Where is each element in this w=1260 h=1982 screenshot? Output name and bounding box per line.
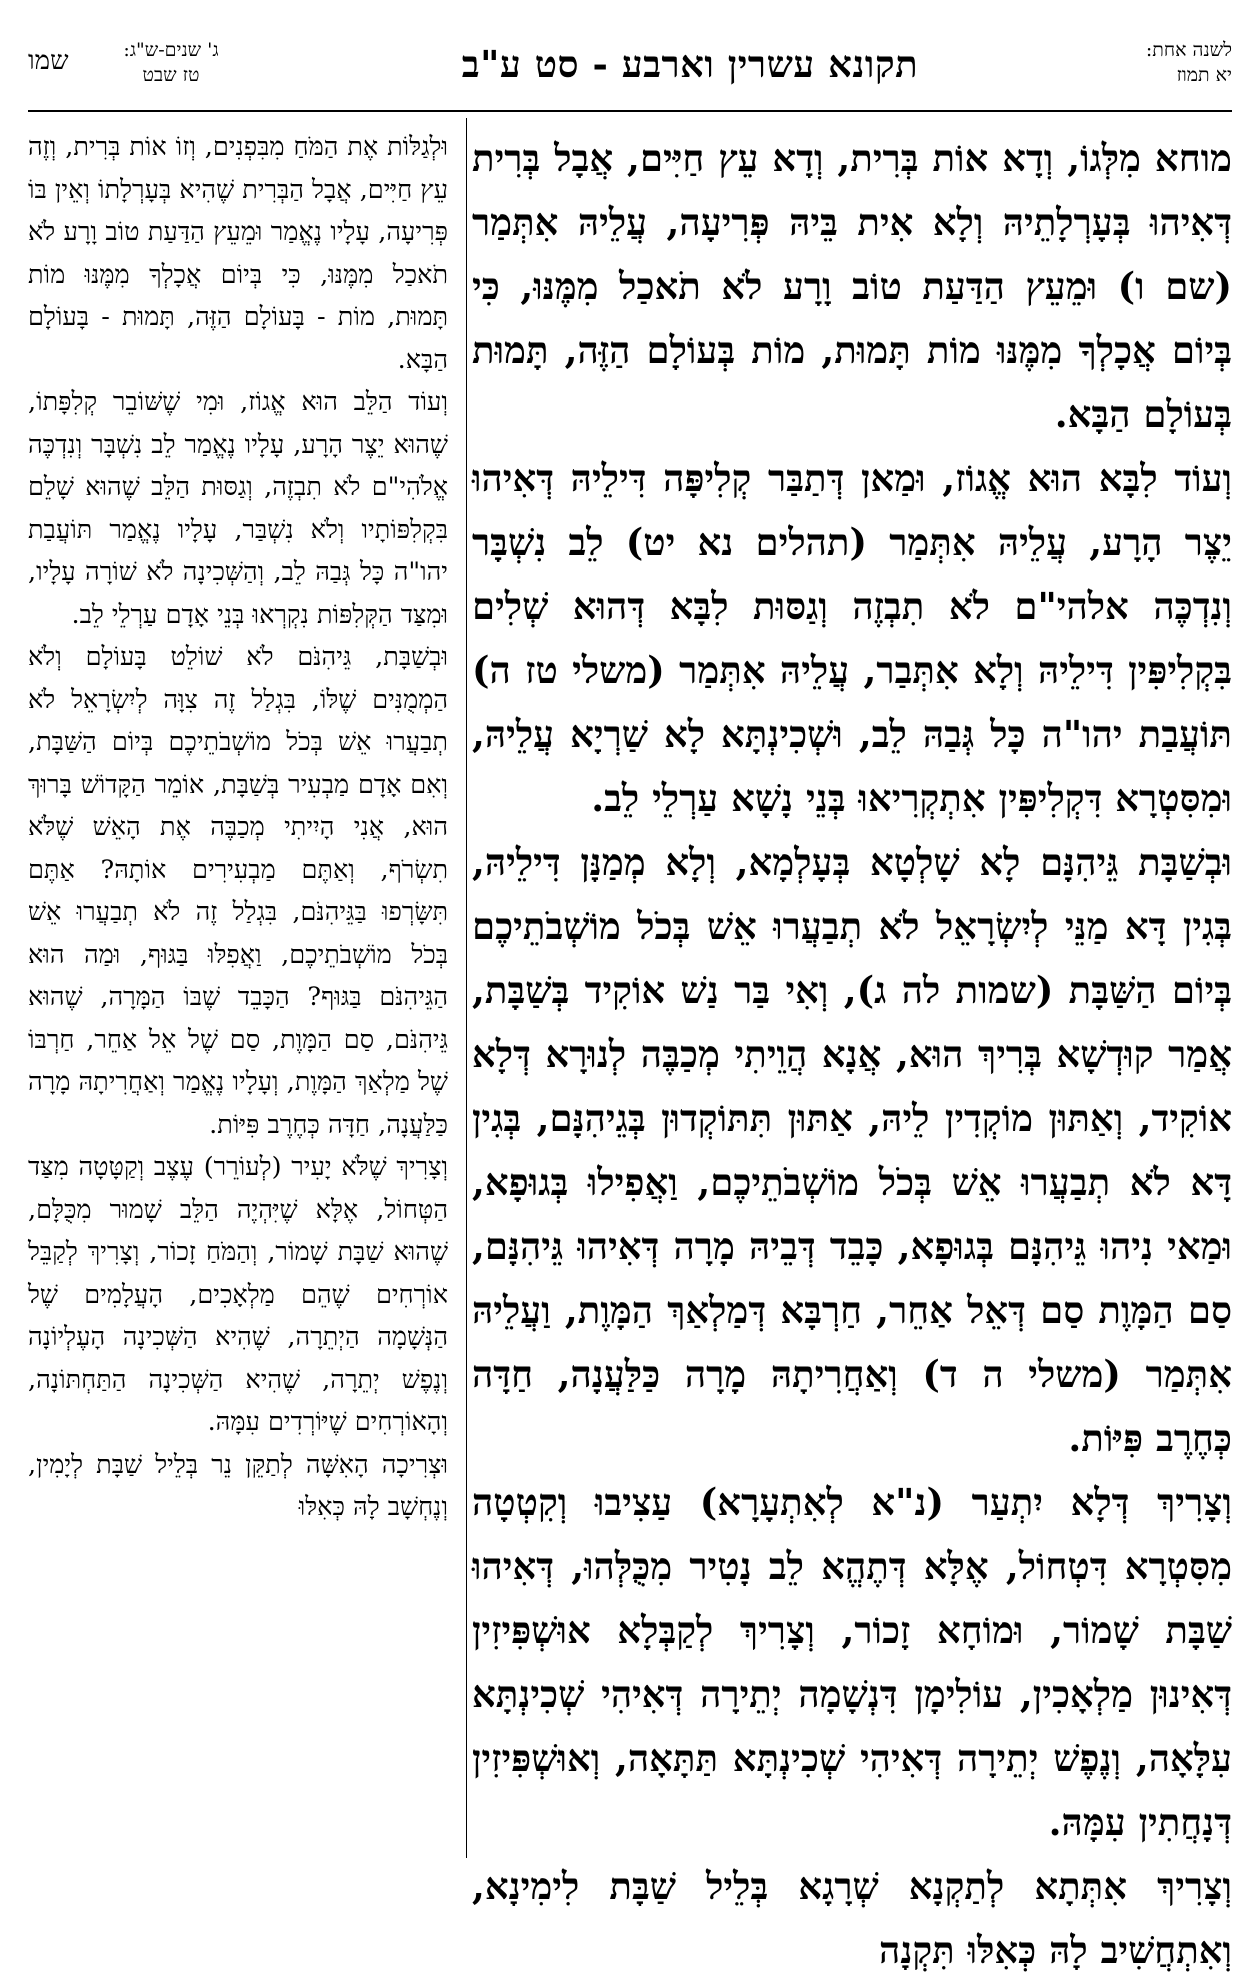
cycle2-label: ג' שנים-ש"ג:	[123, 39, 219, 61]
page-number: שמו	[28, 46, 69, 76]
side-paragraph: וּבְשַׁבָּת, גֵּיהִנֹּם לֹא שׁוֹלֵט בָּעוֹלָם וְלֹא הַמְמֻנִּים שֶׁלּוֹ, בִּגְלַל זֶה צִוָּה לְיִשְׂרָאֵל לֹא תְבַעֲרוּ אֵשׁ בְּכֹל מוֹשְׁבֹתֵיכֶם בְּיוֹם הַשַּׁבָּת, וְאִם אָדָם מַבְעִיר בְּשַׁבָּת, אוֹמֵר הַקָּדוֹשׁ בָּרוּךְ הוּא, אֲנִי הָיִיתִי מְכַבֶּה אֶת הָאֵשׁ שֶׁלֹּא תִשְׂרֹף, וְאַתֶּם מַבְעִירִים אוֹתָהּ? אַתֶּם תִּשָּׂרְפוּ בַּגֵּיהִנֹּם, בִּגְלַל זֶה לֹא תְבַעֲרוּ אֵשׁ בְּכֹל מוֹשְׁבֹתֵיכֶם, וַאֲפִלּוּ בַּגּוּף, וּמַה הוּא הַגֵּיהִנֹּם בַּגּוּף? הַכָּבֵד שֶׁבּוֹ הַמָּרָה, שֶׁהוּא גֵּיהִנֹּם, סַם הַמָּוֶת, סַם שֶׁל אֵל אַחֵר, חַרְבּוֹ שֶׁל מַלְאַךְ הַמָּוֶת, וְעָלָיו נֶאֱמַר וְאַחֲרִיתָהּ מָרָה כַּלַּעֲנָה, חַדָּה כְּחֶרֶב פִּיּוֹת.	[28, 642, 448, 1140]
main-paragraph: וְצָרִיךְ אִתְּתָא לְתַקְנָא שְׁרָגָא בְּלֵיל שַׁבָּת לִימִינָא, וְאִתְחֲשִׁיב לָהּ כְּאִלּוּ תִּקְנָה	[472, 1864, 1232, 1972]
side-paragraph: וּלְגַלּוֹת אֶת הַמֹּחַ מִבִּפְנִים, וְזוֹ אוֹת בְּרִית, וְזֶה עֵץ חַיִּים, אֲבָל הַבְּרִית שֶׁהִיא בְּעָרְלָתוֹ וְאֵין בּוֹ פְּרִיעָה, עָלָיו נֶאֱמַר וּמֵעֵץ הַדַּעַת טוֹב וָרָע לֹא תֹאכַל מִמֶּנּוּ, כִּי בְּיוֹם אֲכָלְךָ מִמֶּנּוּ מוֹת תָּמוּת, מוֹת - בָּעוֹלָם הַזֶּה, תָּמוּת - בָּעוֹלָם הַבָּא.	[28, 132, 448, 375]
side-paragraph: וּצְרִיכָה הָאִשָּׁה לְתַקֵּן נֵר בְּלֵיל שַׁבָּת לְיָמִין, וְנֶחְשָׁב לָהּ כְּאִלּוּ	[28, 1449, 448, 1522]
column-divider	[466, 118, 467, 1858]
main-paragraph: וּבְשַׁבָּת גֵּיהִנָּם לָא שָׁלְטָא בְּעָלְמָא, וְלָא מְמַנָּן דִּילֵיהּ, בְּגִין דָּא מַנֵּי לְיִשְׂרָאֵל לֹא תְבַעֲרוּ אֵשׁ בְּכֹל מוֹשְׁבֹתֵיכֶם בְּיוֹם הַשַּׁבָּת (שמות לה ג), וְאִי בַּר נַשׁ אוֹקִיד בְּשַׁבָּת, אֲמַר קוּדְשָׁא בְּרִיךְ הוּא, אֲנָא הֲוֵיתִי מְכַבֶּה לְנוּרָא דְּלָא אוֹקִיד, וְאַתּוּן מוֹקְדִין לֵיהּ, אַתּוּן תִּתּוֹקְדוּן בְּגֵיהִנָּם, בְּגִין דָּא לֹא תְבַעֲרוּ אֵשׁ בְּכֹל מוֹשְׁבֹתֵיכֶם, וַאֲפִילוּ בְּגוּפָא, וּמַאי נִיהוּ גֵּיהִנָּם בְּגוּפָא, כָּבֵד דְּבֵיהּ מָרָה דְּאִיהוּ גֵּיהִנָּם, סַם הַמָּוֶת סַם דְּאֵל אַחֵר, חַרְבָּא דְּמַלְאַךְ הַמָּוֶת, וַעֲלֵיהּ אִתְּמַר (משלי ה ד) וְאַחֲרִיתָהּ מָרָה כַּלַּעֲנָה, חַדָּה כְּחֶרֶב פִּיּוֹת.	[472, 840, 1232, 1460]
cycle-date: יא תמוז	[1176, 64, 1232, 86]
hebrew-translation-column	[28, 126, 448, 1846]
side-paragraph: וְעוֹד הַלֵּב הוּא אֱגוֹז, וּמִי שֶׁשּׁוֹבֵר קְלִפָּתוֹ, שֶׁהוּא יֵצֶר הָרָע, עָלָיו נֶאֱמַר לֵב נִשְׁבָּר וְנִדְכֶּה אֱלֹהִי"ם לֹא תִבְזֶה, וְגַסּוּת הַלֵּב שֶׁהוּא שָׁלֵם בִּקְלִפּוֹתָיו וְלֹא נִשְׁבַּר, עָלָיו נֶאֱמַר תּוֹעֲבַת יהו"ה כָּל גְּבַהּ לֵב, וְהַשְּׁכִינָה לֹא שׁוֹרָה עָלָיו, וּמִצַּד הַקְּלִפּוֹת נִקְרְאוּ בְּנֵי אָדָם עַרְלֵי לֵב.	[28, 387, 448, 630]
daily-cycle-three-year	[106, 38, 236, 88]
daily-cycle-one-year	[1082, 38, 1232, 88]
page-title: תקונא עשרין וארבע - סט ע"ב	[461, 42, 919, 86]
side-paragraph: וְצָרִיךְ שֶׁלֹּא יָעִיר (לְעוֹרֵר) עֶצֶב וְקַטָּטָה מִצַּד הַטְּחוֹל, אֶלָּא שֶׁיִּהְיֶה הַלֵּב שָׁמוּר מִכֻּלָּם, שֶׁהוּא שַׁבָּת שָׁמוֹר, וְהַמֹּחַ זָכוֹר, וְצָרִיךְ לְקַבֵּל אוֹרְחִים שֶׁהֵם מַלְאָכִים, הָעֲלָמִים שֶׁל הַנְּשָׁמָה הַיְתֵרָה, שֶׁהִיא הַשְּׁכִינָה הָעֶלְיוֹנָה וְנֶפֶשׁ יְתֵרָה, שֶׁהִיא הַשְּׁכִינָה הַתַּחְתּוֹנָה, וְהָאוֹרְחִים שֶׁיּוֹרְדִים עִמָּהּ.	[28, 1152, 448, 1437]
zohar-page	[28, 38, 1232, 1972]
header-divider	[28, 110, 1232, 112]
main-paragraph: מוחא מִלְּגוֹ, וְדָא אוֹת בְּרִית, וְדָא עֵץ חַיִּים, אֲבָל בְּרִית דְּאִיהוּ בְּעָרְלָתֵיהּ וְלָא אִית בֵּיהּ פְּרִיעָה, עֲלֵיהּ אִתְּמַר (שם ו) וּמֵעֵץ הַדַּעַת טוֹב וָרָע לֹא תֹאכַל מִמֶּנּוּ, כִּי בְּיוֹם אֲכָלְךָ מִמֶּנּוּ מוֹת תָּמוּת, מוֹת בְּעוֹלָם הַזֶּה, תָּמוּת בְּעוֹלָם הַבָּא.	[472, 136, 1232, 436]
aramaic-text-column	[472, 126, 1232, 1972]
cycle-label: לשנה אחת:	[1145, 39, 1232, 61]
main-paragraph: וְצָרִיךְ דְּלָא יִתְעַר (נ"א לְאִתְעָרָא) עַצִיבוּ וְקִטְטָה מִסִּטְרָא דִּטְחוֹל, אֶלָּא דְּתֶהֱא לֵב נָטִיר מִכֻּלְּהוּ, דְּאִיהוּ שַׁבָּת שָׁמוֹר, וּמוֹחָא זָכוֹר, וְצָרִיךְ לְקַבְּלָא אוּשְׁפִּיזִין דְּאִינוּן מַלְאָכִין, עוֹלִימָן דִּנְשָׁמָה יְתֵירָה דְּאִיהִי שְׁכִינְתָּא עִלָּאָה, וְנֶפֶשׁ יְתֵירָה דְּאִיהִי שְׁכִינְתָּא תַּתָּאָה, וְאוּשְׁפִּיזִין דְּנָחֲתִין עִמָּהּ.	[472, 1480, 1232, 1844]
page-header	[28, 38, 1232, 100]
cycle2-date: טז שבט	[142, 64, 200, 86]
main-paragraph: וְעוֹד לִבָּא הוּא אֱגוֹז, וּמַאן דְּתַבַּר קְלִיפָּה דִּילֵיהּ דְּאִיהוּ יֵצֶר הָרָע, עֲלֵיהּ אִתְּמַר (תהלים נא יט) לֵב נִשְׁבָּר וְנִדְכֶּה אלהי"ם לֹא תִבְזֶה וְגַסּוּת לִבָּא דְּהוּא שְׁלִים בִּקְלִיפִּין דִּילֵיהּ וְלָא אִתְּבַר, עֲלֵיהּ אִתְּמַר (משלי טז ה) תּוֹעֲבַת יהו"ה כָּל גְּבַהּ לֵב, וּשְׁכִינְתָּא לָא שַׁרְיָא עֲלֵיהּ, וּמִסִּטְרָא דִּקְלִיפִּין אִתְקְרִיאוּ בְּנֵי נָשָׁא עַרְלֵי לֵב.	[472, 456, 1232, 820]
